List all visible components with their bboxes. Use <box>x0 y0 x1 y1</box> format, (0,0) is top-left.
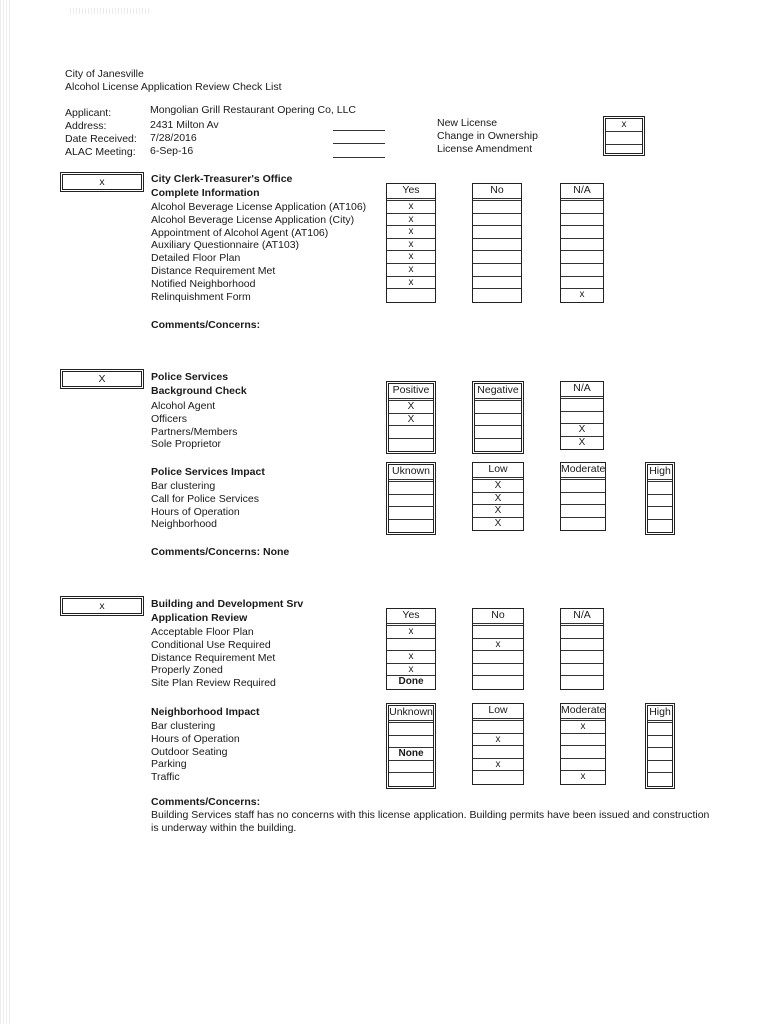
check-cell[interactable]: x <box>387 626 435 639</box>
check-cell[interactable] <box>561 480 605 493</box>
check-cell[interactable] <box>561 639 603 652</box>
license-type-new: New License <box>437 117 498 129</box>
check-cell[interactable] <box>561 277 603 290</box>
column-header: Unknown <box>389 706 433 723</box>
license-type-mark-amendment[interactable] <box>606 145 642 157</box>
check-cell[interactable]: x <box>473 759 523 772</box>
column-header: No <box>473 184 521 201</box>
checklist-item: Alcohol Beverage License Application (City) <box>151 213 355 226</box>
check-cell[interactable] <box>473 676 523 689</box>
check-cell[interactable] <box>387 289 435 302</box>
check-cell[interactable]: X <box>561 424 603 437</box>
checklist-item: Officers <box>151 412 187 425</box>
check-cell[interactable]: X <box>473 505 523 518</box>
address-label: Address: <box>65 120 107 132</box>
building-section-mark[interactable]: x <box>60 596 144 616</box>
column-header: High <box>648 465 672 482</box>
check-cell[interactable]: x <box>561 721 605 734</box>
check-column <box>472 462 524 531</box>
check-cell[interactable] <box>648 482 672 495</box>
license-type-mark-new[interactable]: x <box>606 119 642 132</box>
column-header: N/A <box>561 609 603 626</box>
check-cell[interactable] <box>473 251 521 264</box>
check-cell[interactable] <box>389 723 433 736</box>
check-cell[interactable] <box>475 426 521 439</box>
check-cell[interactable] <box>473 721 523 734</box>
check-cell[interactable] <box>561 734 605 747</box>
check-cell[interactable] <box>473 214 521 227</box>
column-header: Yes <box>387 609 435 626</box>
background-check-subtitle: Background Check <box>151 385 247 397</box>
applicant-label: Applicant: <box>65 107 112 119</box>
blank-line <box>333 143 385 144</box>
license-type-amendment: License Amendment <box>437 143 533 155</box>
check-cell[interactable]: x <box>387 264 435 277</box>
checklist-item: Alcohol Agent <box>151 400 216 412</box>
checklist-item: Distance Requirement Met <box>151 651 276 664</box>
check-cell[interactable] <box>389 773 433 786</box>
checklist-item: Hours of Operation <box>151 732 240 745</box>
check-column <box>386 381 436 454</box>
license-type-checkbox-group <box>603 116 645 156</box>
check-cell[interactable]: x <box>387 201 435 214</box>
check-cell[interactable] <box>473 651 523 664</box>
check-cell[interactable] <box>561 664 603 677</box>
checklist-item: Parking <box>151 758 187 771</box>
check-cell[interactable]: Done <box>398 676 424 688</box>
column-header: Moderate <box>561 704 605 721</box>
checklist-item: Partners/Members <box>151 425 238 438</box>
clerk-subtitle: Complete Information <box>151 187 260 199</box>
date-received-label: Date Received: <box>65 133 137 145</box>
check-cell[interactable] <box>561 493 605 506</box>
police-section-mark[interactable]: X <box>60 369 144 389</box>
column-header: Negative <box>475 384 521 401</box>
check-column <box>560 462 606 531</box>
check-cell[interactable] <box>387 639 435 652</box>
checklist-item: Traffic <box>151 771 180 784</box>
blank-line <box>333 130 385 131</box>
checklist-item: Auxiliary Questionnaire (AT103) <box>151 239 300 252</box>
check-cell[interactable] <box>561 505 605 518</box>
check-cell[interactable]: x <box>387 239 435 252</box>
column-header: Positive <box>389 384 433 401</box>
check-cell[interactable] <box>561 214 603 227</box>
check-column <box>386 183 436 303</box>
check-cell[interactable] <box>473 289 521 302</box>
checklist-item: Bar clustering <box>151 480 216 492</box>
check-cell[interactable]: X <box>473 480 523 493</box>
checklist-item: Neighborhood <box>151 518 217 531</box>
check-cell[interactable] <box>561 626 603 639</box>
date-received-value: 7/28/2016 <box>150 132 197 144</box>
building-section-title: Building and Development Srv <box>151 598 304 610</box>
check-cell[interactable] <box>389 439 433 452</box>
check-cell[interactable]: x <box>473 734 523 747</box>
column-header: High <box>648 706 672 723</box>
check-cell[interactable] <box>389 482 433 495</box>
building-comments-text: Building Services staff has no concerns with this license application. Building permits have been issued and construction <box>151 809 710 821</box>
check-cell[interactable] <box>561 201 603 214</box>
check-column <box>560 183 604 303</box>
check-cell[interactable] <box>561 239 603 252</box>
checklist-item: Relinquishment Form <box>151 290 251 303</box>
column-header: N/A <box>561 184 603 201</box>
check-cell[interactable] <box>561 651 603 664</box>
check-cell[interactable]: x <box>387 226 435 239</box>
check-cell[interactable]: x <box>579 289 585 301</box>
check-cell[interactable] <box>473 771 523 784</box>
check-cell[interactable] <box>648 520 672 533</box>
checklist-item: Site Plan Review Required <box>151 677 276 690</box>
check-cell[interactable]: X <box>389 401 433 414</box>
check-cell[interactable]: x <box>473 639 523 652</box>
check-cell[interactable] <box>648 736 672 749</box>
check-column <box>645 462 675 535</box>
checklist-item: Bar clustering <box>151 720 216 732</box>
checklist-item: Distance Requirement Met <box>151 265 276 277</box>
check-cell[interactable] <box>648 748 672 761</box>
police-comments-label: Comments/Concerns: None <box>151 546 290 558</box>
checklist-item: Call for Police Services <box>151 492 259 505</box>
check-cell[interactable] <box>389 761 433 774</box>
check-cell[interactable] <box>648 761 672 774</box>
check-column <box>472 703 524 785</box>
clerk-section-mark[interactable]: x <box>60 172 144 192</box>
city-name: City of Janesville <box>65 68 144 80</box>
check-cell[interactable] <box>561 251 603 264</box>
check-cell[interactable] <box>475 439 521 452</box>
check-cell[interactable]: None <box>389 748 433 761</box>
column-header: No <box>473 609 523 626</box>
document-title: Alcohol License Application Review Check List <box>65 81 282 93</box>
checklist-item: Conditional Use Required <box>151 638 271 651</box>
check-cell[interactable] <box>473 201 521 214</box>
blank-line <box>333 157 385 158</box>
check-cell[interactable]: x <box>387 651 435 664</box>
check-cell[interactable]: x <box>580 771 586 783</box>
column-header: Moderate <box>561 463 605 480</box>
check-cell[interactable] <box>648 507 672 520</box>
check-cell[interactable] <box>561 759 605 772</box>
check-cell[interactable] <box>648 773 672 786</box>
check-cell[interactable] <box>389 426 433 439</box>
check-column <box>386 703 436 789</box>
column-header: Low <box>473 704 523 721</box>
license-type-change-ownership: Change in Ownership <box>437 130 538 142</box>
check-cell[interactable] <box>389 736 433 749</box>
check-cell[interactable] <box>473 664 523 677</box>
check-cell[interactable] <box>473 239 521 252</box>
check-cell[interactable] <box>561 264 603 277</box>
check-cell[interactable] <box>475 401 521 414</box>
check-column <box>560 703 606 785</box>
neighborhood-impact-subtitle: Neighborhood Impact <box>151 706 260 718</box>
check-cell[interactable]: x <box>387 214 435 227</box>
column-header: Yes <box>387 184 435 201</box>
address-value: 2431 Milton Av <box>150 119 219 131</box>
check-cell[interactable] <box>389 495 433 508</box>
check-cell[interactable]: x <box>387 251 435 264</box>
application-review-subtitle: Application Review <box>151 612 248 624</box>
check-column <box>472 381 524 454</box>
check-cell[interactable] <box>648 495 672 508</box>
checklist-item: Detailed Floor Plan <box>151 252 241 265</box>
check-column <box>386 462 436 535</box>
column-header: Low <box>473 463 523 480</box>
license-type-mark-change[interactable] <box>606 132 642 145</box>
check-column <box>560 381 604 450</box>
checklist-item: Outdoor Seating <box>151 745 228 758</box>
check-cell[interactable]: X <box>473 493 523 506</box>
column-header: Uknown <box>389 465 433 482</box>
check-cell[interactable] <box>648 723 672 736</box>
column-header: N/A <box>561 382 603 399</box>
clerk-section-title: City Clerk-Treasurer's Office <box>151 173 293 185</box>
applicant-value: Mongolian Grill Restaurant Opering Co, LLC <box>150 104 357 116</box>
scan-artifact-top <box>70 8 150 14</box>
check-cell[interactable] <box>389 507 433 520</box>
checklist-item: Appointment of Alcohol Agent (AT106) <box>151 226 329 239</box>
clerk-comments-label: Comments/Concerns: <box>151 319 261 331</box>
check-cell[interactable] <box>389 520 433 533</box>
check-column <box>386 608 436 690</box>
check-cell[interactable] <box>473 264 521 277</box>
police-impact-subtitle: Police Services Impact <box>151 466 265 478</box>
check-column <box>472 608 524 690</box>
building-comments-label: Comments/Concerns: <box>151 796 261 808</box>
check-cell[interactable] <box>475 414 521 427</box>
check-cell[interactable] <box>561 226 603 239</box>
checklist-item: Properly Zoned <box>151 664 223 677</box>
alac-meeting-label: ALAC Meeting: <box>65 146 136 158</box>
check-column <box>645 703 675 789</box>
check-cell[interactable]: X <box>494 517 502 529</box>
checklist-item: Sole Proprietor <box>151 438 222 451</box>
check-cell[interactable] <box>473 226 521 239</box>
check-cell[interactable] <box>561 518 605 531</box>
check-cell[interactable]: x <box>387 277 435 290</box>
check-cell[interactable] <box>473 746 523 759</box>
check-column <box>560 608 604 690</box>
check-cell[interactable]: X <box>389 414 433 427</box>
checklist-item: Hours of Operation <box>151 505 240 518</box>
scan-artifact-left <box>0 0 10 1024</box>
check-cell[interactable] <box>473 626 523 639</box>
check-cell[interactable] <box>561 412 603 425</box>
police-section-title: Police Services <box>151 371 229 383</box>
check-column <box>472 183 522 303</box>
alac-meeting-value: 6-Sep-16 <box>150 145 194 157</box>
check-cell[interactable] <box>473 277 521 290</box>
check-cell[interactable] <box>561 746 605 759</box>
check-cell[interactable] <box>561 676 603 689</box>
building-comments-text-2: is underway within the building. <box>151 822 297 834</box>
check-cell[interactable]: x <box>387 664 435 677</box>
checklist-item: Notified Neighborhood <box>151 277 256 290</box>
check-cell[interactable]: X <box>578 436 586 448</box>
checklist-item: Alcohol Beverage License Application (AT106) <box>151 201 367 213</box>
check-cell[interactable] <box>561 399 603 412</box>
checklist-item: Acceptable Floor Plan <box>151 626 254 638</box>
